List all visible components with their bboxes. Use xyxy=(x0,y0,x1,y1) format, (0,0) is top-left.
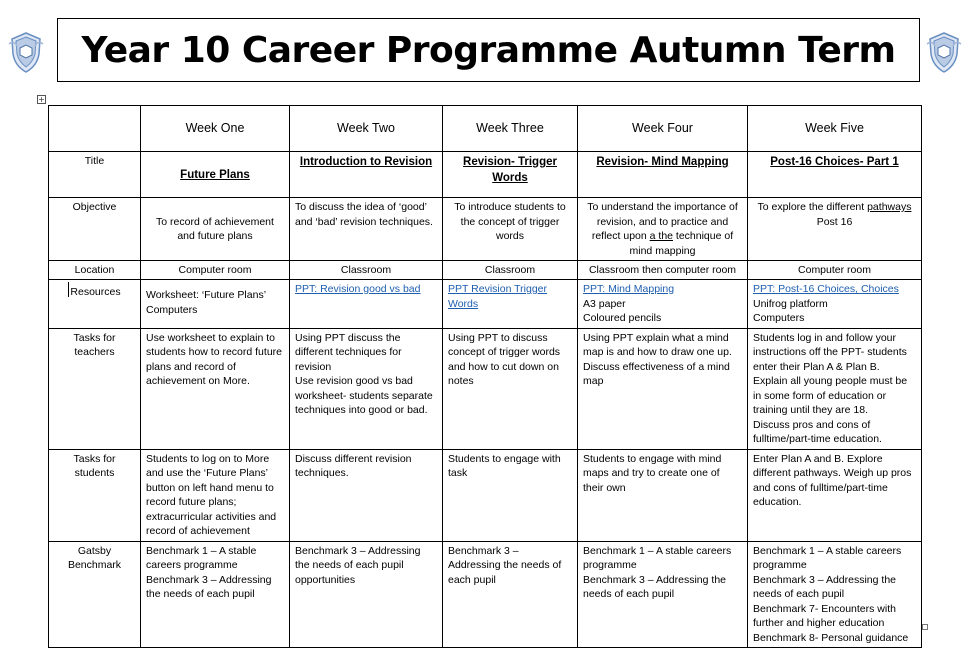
resource-link[interactable]: PPT: Mind Mapping xyxy=(583,283,675,295)
resource-link[interactable]: PPT: Revision good vs bad xyxy=(295,283,421,295)
gatsby-cell: Benchmark 1 – A stable careers programme Benchmark 3 – Addressing the needs of each pupil Benchmark 7- Encounters with further and higher education Benchmark 8- Personal guidance xyxy=(748,541,922,648)
table-resize-icon[interactable] xyxy=(922,624,928,630)
location-row xyxy=(49,261,922,280)
session-title: Revision- Mind Mapping xyxy=(578,152,748,198)
week-header: Week Four xyxy=(578,106,748,152)
week-header: Week One xyxy=(141,106,290,152)
objective-cell: To explore the different pathways Post 16 xyxy=(748,198,922,261)
title-box xyxy=(57,18,920,82)
resources-cell xyxy=(290,280,443,329)
tasks-cell: Use worksheet to explain to students how to record future plans and record of achievement on More. xyxy=(141,328,290,449)
gatsby-row xyxy=(49,541,922,648)
tasks-cell: Using PPT discuss the different techniques for revision Use revision good vs bad worksheet- students separate techniques into good or bad. xyxy=(290,328,443,449)
row-label-tasks-teachers: Tasks for teachers xyxy=(49,328,141,449)
tasks-cell: Students to engage with task xyxy=(443,449,578,541)
row-label-location: Location xyxy=(49,261,141,280)
row-label-title: Title xyxy=(49,152,141,198)
career-programme-table xyxy=(48,105,922,648)
objective-cell: To record of achievement and future plans xyxy=(141,198,290,261)
session-title: Future Plans xyxy=(141,152,290,198)
title-row xyxy=(49,152,922,198)
location-cell: Classroom then computer room xyxy=(578,261,748,280)
tasks-cell: Enter Plan A and B. Explore different pathways. Weigh up pros and cons of fulltime/part-time education. xyxy=(748,449,922,541)
week-header-row xyxy=(49,106,922,152)
tasks-cell: Using PPT to discuss concept of trigger words and how to cut down on notes xyxy=(443,328,578,449)
tasks-cell: Using PPT explain what a mind map is and how to draw one up. Discuss effectiveness of a mind map xyxy=(578,328,748,449)
page-title: Year 10 Career Programme Autumn Term xyxy=(81,29,896,71)
gatsby-cell: Benchmark 1 – A stable careers programme Benchmark 3 – Addressing the needs of each pupil xyxy=(578,541,748,648)
location-cell: Computer room xyxy=(748,261,922,280)
objective-cell: To understand the importance of revision, and to practice and reflect upon a the technique of mind mapping xyxy=(578,198,748,261)
row-label-tasks-students: Tasks for students xyxy=(49,449,141,541)
school-crest-icon xyxy=(8,30,44,74)
session-title: Revision- Trigger Words xyxy=(443,152,578,198)
resources-row xyxy=(49,280,922,329)
gatsby-cell: Benchmark 3 – Addressing the needs of each pupil xyxy=(443,541,578,648)
session-title: Introduction to Revision xyxy=(290,152,443,198)
tasks-teachers-row xyxy=(49,328,922,449)
corner-cell xyxy=(49,106,141,152)
week-header: Week Five xyxy=(748,106,922,152)
tasks-cell: Students to log on to More and use the ‘Future Plans’ button on left hand menu to record future plans; extracurricular activities and record of achievement xyxy=(141,449,290,541)
resources-cell: PPT: Mind Mapping A3 paper Coloured pencils xyxy=(578,280,748,329)
school-crest-icon xyxy=(926,30,962,74)
gatsby-cell: Benchmark 3 – Addressing the needs of each pupil opportunities xyxy=(290,541,443,648)
row-label-gatsby: Gatsby Benchmark xyxy=(49,541,141,648)
resources-cell: Worksheet: ‘Future Plans’ Computers xyxy=(141,280,290,329)
objective-row xyxy=(49,198,922,261)
week-header: Week Three xyxy=(443,106,578,152)
location-cell: Classroom xyxy=(290,261,443,280)
tasks-cell: Discuss different revision techniques. xyxy=(290,449,443,541)
location-cell: Classroom xyxy=(443,261,578,280)
row-label-resources: Resources xyxy=(49,280,141,329)
tasks-cell: Students log in and follow your instructions off the PPT- students enter their Plan A & Plan B. Explain all young people must be in some form of education or training until they are 18. Discuss pros and cons of fulltime/part-time education. xyxy=(748,328,922,449)
session-title: Post-16 Choices- Part 1 xyxy=(748,152,922,198)
row-label-objective: Objective xyxy=(49,198,141,261)
resources-cell xyxy=(443,280,578,329)
table-move-icon[interactable]: + xyxy=(38,95,45,104)
resource-link[interactable]: PPT Revision Trigger Words xyxy=(448,283,548,310)
tasks-students-row xyxy=(49,449,922,541)
location-cell: Computer room xyxy=(141,261,290,280)
objective-cell: To introduce students to the concept of trigger words xyxy=(443,198,578,261)
week-header: Week Two xyxy=(290,106,443,152)
resources-cell: PPT: Post-16 Choices, Choices Unifrog platform Computers xyxy=(748,280,922,329)
gatsby-cell: Benchmark 1 – A stable careers programme Benchmark 3 – Addressing the needs of each pupil xyxy=(141,541,290,648)
objective-cell: To discuss the idea of ‘good’ and ‘bad’ revision techniques. xyxy=(290,198,443,261)
tasks-cell: Students to engage with mind maps and try to create one of their own xyxy=(578,449,748,541)
resource-link[interactable]: PPT: Post-16 Choices, Choices xyxy=(753,283,899,295)
